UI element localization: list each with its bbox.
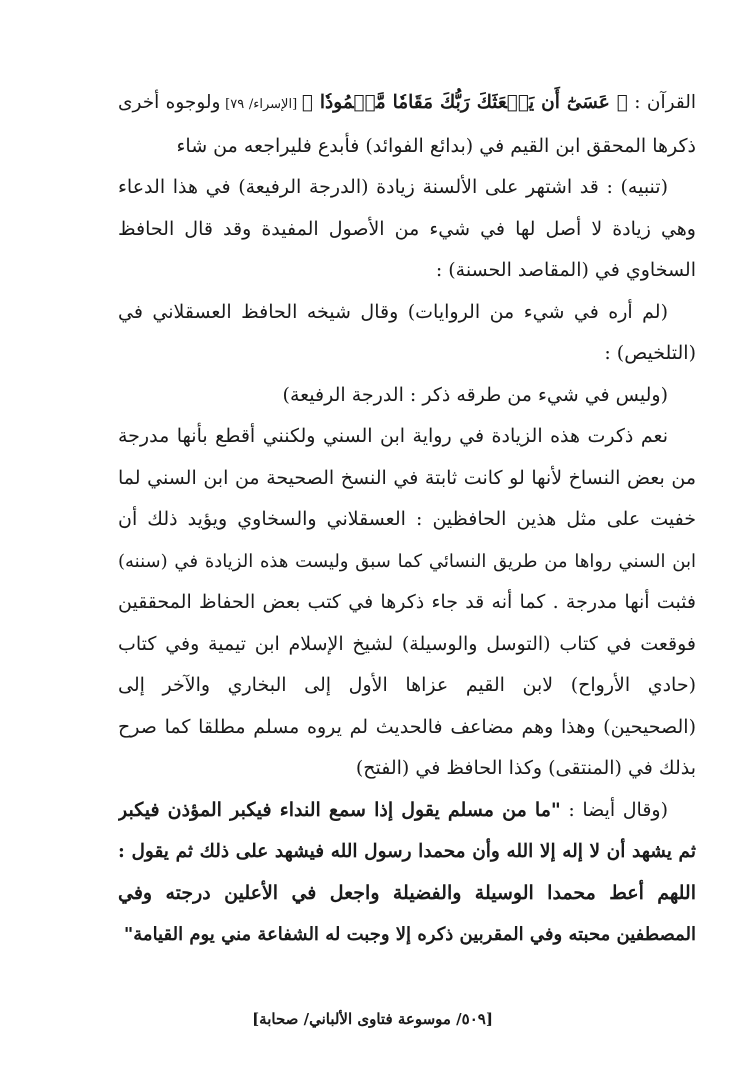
line: وهي زيادة لا أصل لها في شيء من الأصول المفيدة وقد قال الحافظ [118,217,696,240]
paragraph-quran-reference [118,82,696,167]
line: خفيت على مثل هذين الحافظين : العسقلاني والسخاوي ويؤيد ذلك أن [118,508,696,530]
line: ثم يشهد أن لا إله إلا الله وأن محمدا رسول الله فيشهد على ذلك ثم يقول : [118,841,696,862]
paragraph-discussion [118,416,696,790]
line: بذلك في (المنتقى) وكذا الحافظ في (الفتح) [355,757,696,779]
page-footer: [٥٠٩/ موسوعة فتاوى الألباني/ صحابة] [252,1010,493,1028]
paragraph-notice [118,167,696,292]
line: (التلخيص) : [604,342,696,364]
line [118,790,696,832]
line: اللهم أعط محمدا الوسيلة والفضيلة واجعل في الأعلين درجته وفي [118,881,696,904]
paragraph-hadith [118,790,696,956]
line: من بعض النساخ لأنها لو كانت ثابتة في النسخ الصحيحة من ابن السني لما [118,466,696,489]
paragraph-quote-sakhawi [118,292,696,375]
hadith-text: "ما من مسلم يقول إذا سمع النداء فيكبر المؤذن فيكبر [118,798,561,821]
line: فثبت أنها مدرجة . كما أنه قد جاء ذكرها في كتب بعض الحفاظ المحققين [118,591,696,613]
line: (حادي الأرواح) لابن القيم عزاها الأول إلى البخاري والآخر إلى [118,674,696,696]
text-span: (وقال أيضا : [560,798,668,821]
line: المصطفين محبته وفي المقربين ذكره إلا وجبت له الشفاعة مني يوم القيامة" [123,924,696,945]
quran-verse: ﴿ عَسَىٰٓ أَن يَبۡعَثَكَ رَبُّكَ مَقَامٗا مَّحۡمُودٗا ﴾ [301,92,628,113]
line: فوقعت في كتاب (التوسل والوسيلة) لشيخ الإسلام ابن تيمية وفي كتاب [118,632,696,655]
line: السخاوي في (المقاصد الحسنة) : [435,259,696,281]
line: ابن السني رواها من طريق النسائي كما سبق وليست هذه الزيادة في (سننه) [118,550,696,572]
verse-reference: [الإسراء/ ٧٩] [220,97,302,112]
line: نعم ذكرت هذه الزيادة في رواية ابن السني ولكنني أقطع بأنها مدرجة [118,425,668,447]
line: (لم أره في شيء من الروايات) وقال شيخه الحافظ العسقلاني في [118,300,668,323]
line: ذكرها المحقق ابن القيم في (بدائع الفوائد) فأبدع فليراجعه من شاء [176,134,696,157]
paragraph-quote-talkhis [118,375,696,417]
body-text [118,82,696,956]
line: (الصحيحين) وهذا وهم مضاعف فالحديث لم يروه مسلم مطلقا كما صرح [118,715,696,738]
line [118,82,696,126]
quran-label: القرآن : [627,92,696,113]
line: (وليس في شيء من طرقه ذكر : الدرجة الرفيعة) [282,383,668,406]
text-span: ولوجوه أخرى [118,92,221,113]
line: (تنبيه) : قد اشتهر على الألسنة زيادة (الدرجة الرفيعة) في هذا الدعاء [118,176,668,198]
